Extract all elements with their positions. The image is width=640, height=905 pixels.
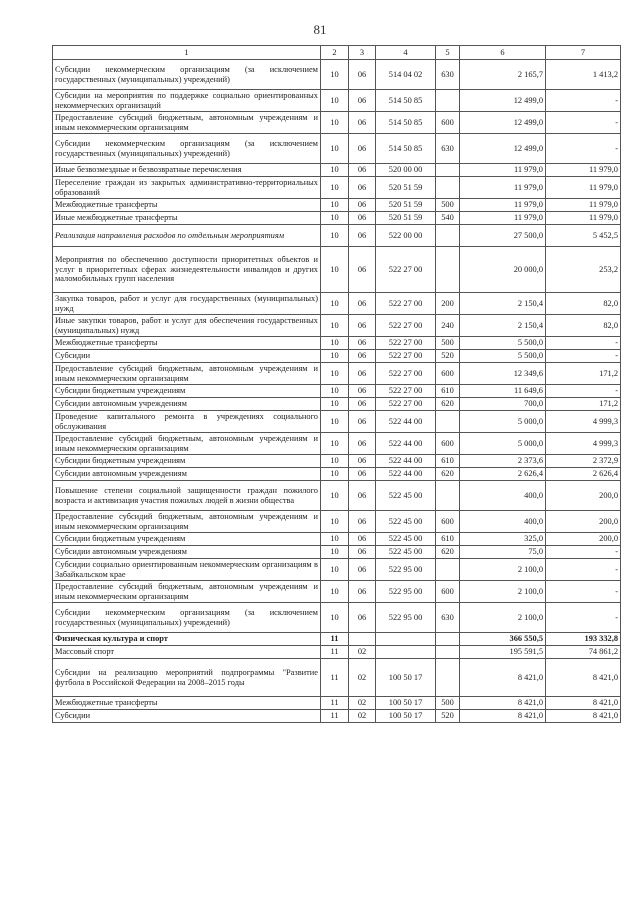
planned-amount: 195 591,5 bbox=[460, 646, 546, 659]
row-label: Иные межбюджетные трансферты bbox=[53, 212, 321, 225]
subsection-code: 02 bbox=[349, 710, 376, 723]
target-article-code: 522 95 00 bbox=[376, 581, 436, 603]
subsection-code: 06 bbox=[349, 225, 376, 247]
target-article-code: 522 44 00 bbox=[376, 468, 436, 481]
target-article-code: 522 45 00 bbox=[376, 546, 436, 559]
section-code: 10 bbox=[321, 455, 349, 468]
section-code: 11 bbox=[321, 710, 349, 723]
executed-amount: - bbox=[546, 559, 621, 581]
executed-amount: 8 421,0 bbox=[546, 697, 621, 710]
section-code: 10 bbox=[321, 164, 349, 177]
planned-amount: 2 150,4 bbox=[460, 293, 546, 315]
target-article-code: 522 44 00 bbox=[376, 411, 436, 433]
expense-type-code bbox=[436, 646, 460, 659]
subsection-code: 06 bbox=[349, 385, 376, 398]
table-row bbox=[53, 481, 621, 511]
expense-type-code: 540 bbox=[436, 212, 460, 225]
row-label: Физическая культура и спорт bbox=[53, 633, 321, 646]
row-label: Субсидии автономным учреждениям bbox=[53, 546, 321, 559]
section-code: 10 bbox=[321, 385, 349, 398]
table-row bbox=[53, 398, 621, 411]
section-code: 10 bbox=[321, 603, 349, 633]
planned-amount: 11 649,6 bbox=[460, 385, 546, 398]
row-label: Предоставление субсидий бюджетным, автономным учреждениям и иным некоммерческим организациям bbox=[53, 511, 321, 533]
header-col-4: 4 bbox=[376, 46, 436, 60]
subsection-code: 06 bbox=[349, 212, 376, 225]
subsection-code: 06 bbox=[349, 468, 376, 481]
expense-type-code: 600 bbox=[436, 511, 460, 533]
section-code: 10 bbox=[321, 177, 349, 199]
expense-type-code bbox=[436, 164, 460, 177]
section-code: 10 bbox=[321, 225, 349, 247]
target-article-code: 522 27 00 bbox=[376, 293, 436, 315]
planned-amount: 12 349,6 bbox=[460, 363, 546, 385]
planned-amount: 2 150,4 bbox=[460, 315, 546, 337]
target-article-code: 514 04 02 bbox=[376, 60, 436, 90]
expense-type-code bbox=[436, 481, 460, 511]
subsection-code: 06 bbox=[349, 411, 376, 433]
target-article-code: 522 27 00 bbox=[376, 398, 436, 411]
table-row bbox=[53, 60, 621, 90]
section-code: 10 bbox=[321, 112, 349, 134]
planned-amount: 366 550,5 bbox=[460, 633, 546, 646]
executed-amount: - bbox=[546, 112, 621, 134]
section-code: 11 bbox=[321, 646, 349, 659]
expense-type-code bbox=[436, 247, 460, 293]
table-row bbox=[53, 385, 621, 398]
table-row bbox=[53, 511, 621, 533]
executed-amount: - bbox=[546, 90, 621, 112]
section-code: 11 bbox=[321, 659, 349, 697]
expense-type-code: 630 bbox=[436, 134, 460, 164]
planned-amount: 11 979,0 bbox=[460, 164, 546, 177]
executed-amount: 11 979,0 bbox=[546, 164, 621, 177]
executed-amount: 2 372,9 bbox=[546, 455, 621, 468]
table-row bbox=[53, 363, 621, 385]
planned-amount: 400,0 bbox=[460, 511, 546, 533]
expense-type-code: 500 bbox=[436, 697, 460, 710]
executed-amount: 11 979,0 bbox=[546, 199, 621, 212]
section-code: 10 bbox=[321, 60, 349, 90]
section-code: 10 bbox=[321, 481, 349, 511]
subsection-code: 06 bbox=[349, 455, 376, 468]
target-article-code: 100 50 17 bbox=[376, 659, 436, 697]
planned-amount: 75,0 bbox=[460, 546, 546, 559]
target-article-code: 514 50 85 bbox=[376, 112, 436, 134]
subsection-code: 02 bbox=[349, 646, 376, 659]
subsection-code: 06 bbox=[349, 603, 376, 633]
section-code: 10 bbox=[321, 398, 349, 411]
target-article-code: 522 45 00 bbox=[376, 511, 436, 533]
executed-amount: 4 999,3 bbox=[546, 411, 621, 433]
planned-amount: 27 500,0 bbox=[460, 225, 546, 247]
section-code: 10 bbox=[321, 350, 349, 363]
executed-amount: 11 979,0 bbox=[546, 177, 621, 199]
executed-amount: - bbox=[546, 385, 621, 398]
header-col-1: 1 bbox=[53, 46, 321, 60]
header-col-3: 3 bbox=[349, 46, 376, 60]
target-article-code: 520 51 59 bbox=[376, 212, 436, 225]
planned-amount: 11 979,0 bbox=[460, 177, 546, 199]
target-article-code: 520 00 00 bbox=[376, 164, 436, 177]
table-body bbox=[53, 60, 621, 723]
row-label: Проведение капитального ремонта в учреждениях социального обслуживания bbox=[53, 411, 321, 433]
subsection-code: 06 bbox=[349, 481, 376, 511]
expense-type-code: 600 bbox=[436, 112, 460, 134]
row-label: Субсидии bbox=[53, 710, 321, 723]
target-article-code: 522 27 00 bbox=[376, 385, 436, 398]
expense-type-code: 500 bbox=[436, 337, 460, 350]
subsection-code bbox=[349, 633, 376, 646]
planned-amount: 12 499,0 bbox=[460, 90, 546, 112]
row-label: Переселение граждан из закрытых административно-территориальных образований bbox=[53, 177, 321, 199]
section-code: 11 bbox=[321, 697, 349, 710]
section-code: 10 bbox=[321, 247, 349, 293]
table-row bbox=[53, 247, 621, 293]
expense-type-code bbox=[436, 225, 460, 247]
table-row bbox=[53, 559, 621, 581]
expense-type-code: 630 bbox=[436, 603, 460, 633]
planned-amount: 12 499,0 bbox=[460, 112, 546, 134]
target-article-code: 522 27 00 bbox=[376, 350, 436, 363]
target-article-code: 520 51 59 bbox=[376, 177, 436, 199]
subsection-code: 06 bbox=[349, 293, 376, 315]
table-row bbox=[53, 177, 621, 199]
expense-type-code bbox=[436, 411, 460, 433]
section-code: 10 bbox=[321, 411, 349, 433]
executed-amount: 253,2 bbox=[546, 247, 621, 293]
header-col-2: 2 bbox=[321, 46, 349, 60]
target-article-code: 522 45 00 bbox=[376, 533, 436, 546]
table-row bbox=[53, 90, 621, 112]
expense-type-code: 610 bbox=[436, 455, 460, 468]
section-code: 10 bbox=[321, 212, 349, 225]
subsection-code: 06 bbox=[349, 581, 376, 603]
planned-amount: 2 100,0 bbox=[460, 559, 546, 581]
row-label: Иные безвозмездные и безвозвратные перечисления bbox=[53, 164, 321, 177]
executed-amount: 1 413,2 bbox=[546, 60, 621, 90]
section-code: 10 bbox=[321, 533, 349, 546]
executed-amount: 82,0 bbox=[546, 315, 621, 337]
row-label: Субсидии bbox=[53, 350, 321, 363]
expense-type-code: 200 bbox=[436, 293, 460, 315]
subsection-code: 06 bbox=[349, 199, 376, 212]
executed-amount: 5 452,5 bbox=[546, 225, 621, 247]
expense-type-code: 620 bbox=[436, 398, 460, 411]
planned-amount: 325,0 bbox=[460, 533, 546, 546]
target-article-code: 522 27 00 bbox=[376, 337, 436, 350]
subsection-code: 06 bbox=[349, 350, 376, 363]
row-label: Предоставление субсидий бюджетным, автономным учреждениям и иным некоммерческим организациям bbox=[53, 363, 321, 385]
planned-amount: 5 500,0 bbox=[460, 337, 546, 350]
planned-amount: 2 100,0 bbox=[460, 603, 546, 633]
subsection-code: 02 bbox=[349, 697, 376, 710]
table-row bbox=[53, 293, 621, 315]
target-article-code: 522 27 00 bbox=[376, 363, 436, 385]
executed-amount: - bbox=[546, 337, 621, 350]
target-article-code: 100 50 17 bbox=[376, 710, 436, 723]
executed-amount: - bbox=[546, 546, 621, 559]
executed-amount: 74 861,2 bbox=[546, 646, 621, 659]
section-code: 10 bbox=[321, 559, 349, 581]
section-code: 10 bbox=[321, 468, 349, 481]
table-row bbox=[53, 533, 621, 546]
table-row bbox=[53, 455, 621, 468]
row-label: Субсидии некоммерческим организациям (за исключением государственных (муниципальных) учреждений) bbox=[53, 603, 321, 633]
table-header-row bbox=[53, 46, 621, 60]
expense-type-code bbox=[436, 659, 460, 697]
section-code: 10 bbox=[321, 363, 349, 385]
expense-type-code bbox=[436, 90, 460, 112]
row-label: Субсидии бюджетным учреждениям bbox=[53, 533, 321, 546]
executed-amount: - bbox=[546, 581, 621, 603]
table-row bbox=[53, 164, 621, 177]
expense-type-code: 600 bbox=[436, 581, 460, 603]
expense-type-code: 600 bbox=[436, 433, 460, 455]
expense-type-code: 620 bbox=[436, 468, 460, 481]
subsection-code: 06 bbox=[349, 533, 376, 546]
executed-amount: 8 421,0 bbox=[546, 659, 621, 697]
expense-type-code bbox=[436, 177, 460, 199]
table-row bbox=[53, 225, 621, 247]
row-label: Субсидии некоммерческим организациям (за исключением государственных (муниципальных) учреждений) bbox=[53, 134, 321, 164]
page-number: 81 bbox=[313, 22, 327, 37]
table-row bbox=[53, 134, 621, 164]
target-article-code: 100 50 17 bbox=[376, 697, 436, 710]
subsection-code: 06 bbox=[349, 337, 376, 350]
expense-type-code: 600 bbox=[436, 363, 460, 385]
planned-amount: 20 000,0 bbox=[460, 247, 546, 293]
row-label: Межбюджетные трансферты bbox=[53, 697, 321, 710]
row-label: Субсидии автономным учреждениям bbox=[53, 468, 321, 481]
planned-amount: 400,0 bbox=[460, 481, 546, 511]
planned-amount: 8 421,0 bbox=[460, 710, 546, 723]
row-label: Мероприятия по обеспечению доступности приоритетных объектов и услуг в приоритетных сферах жизнедеятельности инвалидов и других маломобильных групп населения bbox=[53, 247, 321, 293]
subsection-code: 06 bbox=[349, 363, 376, 385]
table-row bbox=[53, 468, 621, 481]
row-label: Межбюджетные трансферты bbox=[53, 337, 321, 350]
table-row bbox=[53, 212, 621, 225]
target-article-code bbox=[376, 646, 436, 659]
planned-amount: 11 979,0 bbox=[460, 199, 546, 212]
executed-amount: - bbox=[546, 350, 621, 363]
row-label: Субсидии автономным учреждениям bbox=[53, 398, 321, 411]
header-col-6: 6 bbox=[460, 46, 546, 60]
planned-amount: 5 000,0 bbox=[460, 433, 546, 455]
section-code: 10 bbox=[321, 546, 349, 559]
row-label: Субсидии некоммерческим организациям (за исключением государственных (муниципальных) учреждений) bbox=[53, 60, 321, 90]
subsection-code: 06 bbox=[349, 433, 376, 455]
target-article-code: 522 44 00 bbox=[376, 455, 436, 468]
section-code: 10 bbox=[321, 90, 349, 112]
expense-type-code: 610 bbox=[436, 533, 460, 546]
section-code: 10 bbox=[321, 199, 349, 212]
executed-amount: 4 999,3 bbox=[546, 433, 621, 455]
table-row bbox=[53, 603, 621, 633]
target-article-code: 522 00 00 bbox=[376, 225, 436, 247]
table-row bbox=[53, 546, 621, 559]
planned-amount: 2 626,4 bbox=[460, 468, 546, 481]
executed-amount: 171,2 bbox=[546, 398, 621, 411]
executed-amount: 200,0 bbox=[546, 533, 621, 546]
subsection-code: 06 bbox=[349, 559, 376, 581]
row-label: Реализация направления расходов по отдельным мероприятиям bbox=[53, 225, 321, 247]
section-code: 11 bbox=[321, 633, 349, 646]
table-row bbox=[53, 433, 621, 455]
subsection-code: 06 bbox=[349, 177, 376, 199]
target-article-code: 514 50 85 bbox=[376, 90, 436, 112]
target-article-code: 522 44 00 bbox=[376, 433, 436, 455]
planned-amount: 5 500,0 bbox=[460, 350, 546, 363]
subsection-code: 06 bbox=[349, 112, 376, 134]
target-article-code: 514 50 85 bbox=[376, 134, 436, 164]
section-code: 10 bbox=[321, 511, 349, 533]
subsection-code: 02 bbox=[349, 659, 376, 697]
planned-amount: 2 100,0 bbox=[460, 581, 546, 603]
executed-amount: - bbox=[546, 134, 621, 164]
expense-type-code bbox=[436, 559, 460, 581]
header-col-5: 5 bbox=[436, 46, 460, 60]
subsection-code: 06 bbox=[349, 315, 376, 337]
planned-amount: 700,0 bbox=[460, 398, 546, 411]
row-label: Повышение степени социальной защищенности граждан пожилого возраста и активизация участия пожилых людей в жизни общества bbox=[53, 481, 321, 511]
expense-type-code: 620 bbox=[436, 546, 460, 559]
target-article-code bbox=[376, 633, 436, 646]
executed-amount: - bbox=[546, 603, 621, 633]
section-code: 10 bbox=[321, 315, 349, 337]
expense-type-code: 630 bbox=[436, 60, 460, 90]
executed-amount: 11 979,0 bbox=[546, 212, 621, 225]
planned-amount: 8 421,0 bbox=[460, 659, 546, 697]
executed-amount: 8 421,0 bbox=[546, 710, 621, 723]
expense-type-code: 520 bbox=[436, 710, 460, 723]
row-label: Предоставление субсидий бюджетным, автономным учреждениям и иным некоммерческим организациям bbox=[53, 112, 321, 134]
table-row bbox=[53, 199, 621, 212]
planned-amount: 2 373,6 bbox=[460, 455, 546, 468]
row-label: Закупка товаров, работ и услуг для государственных (муниципальных) нужд bbox=[53, 293, 321, 315]
table-row bbox=[53, 112, 621, 134]
executed-amount: 193 332,8 bbox=[546, 633, 621, 646]
row-label: Субсидии бюджетным учреждениям bbox=[53, 385, 321, 398]
header-col-7: 7 bbox=[546, 46, 621, 60]
row-label: Субсидии социально ориентированным некоммерческим организациям в Забайкальском крае bbox=[53, 559, 321, 581]
target-article-code: 522 45 00 bbox=[376, 481, 436, 511]
section-code: 10 bbox=[321, 337, 349, 350]
table-row bbox=[53, 710, 621, 723]
planned-amount: 11 979,0 bbox=[460, 212, 546, 225]
row-label: Субсидии на мероприятия по поддержке социально ориентированных некоммерческих организаций bbox=[53, 90, 321, 112]
section-code: 10 bbox=[321, 581, 349, 603]
table-row bbox=[53, 315, 621, 337]
expense-type-code bbox=[436, 633, 460, 646]
executed-amount: 200,0 bbox=[546, 481, 621, 511]
target-article-code: 522 95 00 bbox=[376, 559, 436, 581]
row-label: Предоставление субсидий бюджетным, автономным учреждениям и иным некоммерческим организациям bbox=[53, 581, 321, 603]
table-row bbox=[53, 411, 621, 433]
expense-type-code: 610 bbox=[436, 385, 460, 398]
planned-amount: 5 000,0 bbox=[460, 411, 546, 433]
subsection-code: 06 bbox=[349, 164, 376, 177]
executed-amount: 171,2 bbox=[546, 363, 621, 385]
section-code: 10 bbox=[321, 293, 349, 315]
subsection-code: 06 bbox=[349, 398, 376, 411]
row-label: Межбюджетные трансферты bbox=[53, 199, 321, 212]
executed-amount: 2 626,4 bbox=[546, 468, 621, 481]
planned-amount: 12 499,0 bbox=[460, 134, 546, 164]
table-row bbox=[53, 659, 621, 697]
row-label: Массовый спорт bbox=[53, 646, 321, 659]
subsection-code: 06 bbox=[349, 546, 376, 559]
expense-type-code: 240 bbox=[436, 315, 460, 337]
section-code: 10 bbox=[321, 134, 349, 164]
target-article-code: 522 27 00 bbox=[376, 315, 436, 337]
table-row bbox=[53, 350, 621, 363]
table-row bbox=[53, 337, 621, 350]
table-row bbox=[53, 697, 621, 710]
table-row bbox=[53, 633, 621, 646]
planned-amount: 8 421,0 bbox=[460, 697, 546, 710]
subsection-code: 06 bbox=[349, 247, 376, 293]
expense-type-code: 500 bbox=[436, 199, 460, 212]
subsection-code: 06 bbox=[349, 90, 376, 112]
row-label: Иные закупки товаров, работ и услуг для обеспечения государственных (муниципальных) нужд bbox=[53, 315, 321, 337]
subsection-code: 06 bbox=[349, 134, 376, 164]
table-row bbox=[53, 646, 621, 659]
executed-amount: 200,0 bbox=[546, 511, 621, 533]
executed-amount: 82,0 bbox=[546, 293, 621, 315]
subsection-code: 06 bbox=[349, 511, 376, 533]
expense-type-code: 520 bbox=[436, 350, 460, 363]
budget-table bbox=[52, 45, 621, 723]
row-label: Субсидии на реализацию мероприятий подпрограммы "Развитие футбола в Российской Федерации на 2008–2015 годы bbox=[53, 659, 321, 697]
target-article-code: 522 95 00 bbox=[376, 603, 436, 633]
row-label: Субсидии бюджетным учреждениям bbox=[53, 455, 321, 468]
planned-amount: 2 165,7 bbox=[460, 60, 546, 90]
target-article-code: 522 27 00 bbox=[376, 247, 436, 293]
section-code: 10 bbox=[321, 433, 349, 455]
row-label: Предоставление субсидий бюджетным, автономным учреждениям и иным некоммерческим организациям bbox=[53, 433, 321, 455]
subsection-code: 06 bbox=[349, 60, 376, 90]
target-article-code: 520 51 59 bbox=[376, 199, 436, 212]
table-row bbox=[53, 581, 621, 603]
